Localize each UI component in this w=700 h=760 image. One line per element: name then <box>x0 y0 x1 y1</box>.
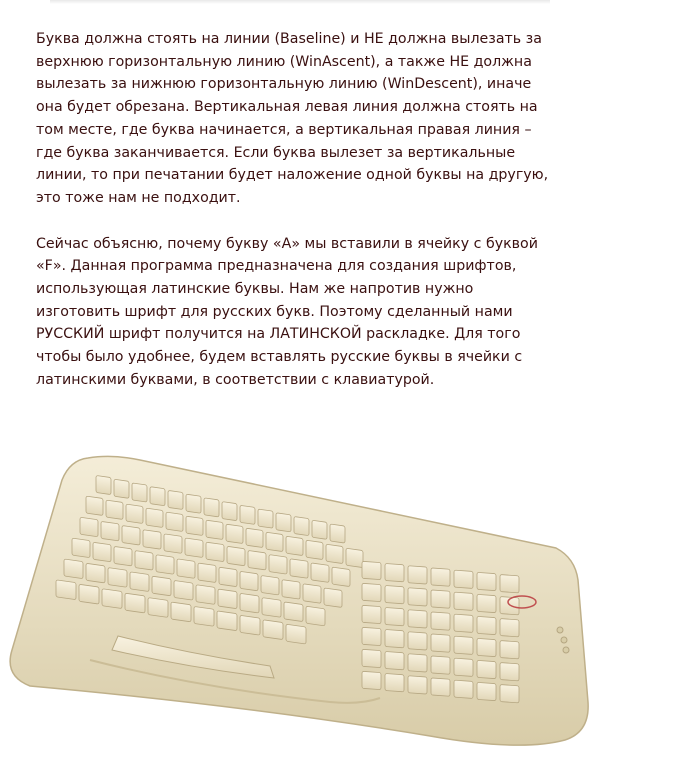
keyboard-key <box>303 584 321 604</box>
keyboard-key <box>408 566 427 584</box>
keyboard-key <box>286 536 303 555</box>
keyboard-key <box>454 592 473 610</box>
keyboard-key <box>262 598 281 618</box>
keyboard-key <box>408 632 427 650</box>
keyboard-key <box>79 584 99 604</box>
keyboard-key <box>431 590 450 608</box>
keyboard-key <box>206 520 223 539</box>
keyboard-key <box>222 502 237 521</box>
keyboard-key <box>106 500 123 519</box>
keyboard-key <box>362 671 381 689</box>
keyboard-key <box>132 483 147 502</box>
keyboard-key <box>286 624 306 644</box>
keyboard-key <box>454 658 473 676</box>
keyboard-key <box>168 490 183 509</box>
keyboard-key <box>385 586 404 604</box>
keyboard-key <box>477 594 496 612</box>
keyboard-key <box>477 638 496 656</box>
keyboard-key <box>219 567 237 587</box>
keyboard-key <box>385 652 404 670</box>
keyboard-key <box>500 663 519 681</box>
keyboard-key <box>362 605 381 623</box>
keyboard-key <box>93 542 111 562</box>
keyboard-key <box>500 641 519 659</box>
keyboard-key <box>246 528 263 547</box>
keyboard-key <box>290 559 308 579</box>
keyboard-key <box>346 548 363 567</box>
keyboard-key <box>146 508 163 527</box>
keyboard-illustration <box>0 440 700 760</box>
keyboard-key <box>306 606 325 626</box>
keyboard-key <box>385 608 404 626</box>
keyboard-key <box>122 526 140 546</box>
keyboard-key <box>101 521 119 541</box>
keyboard-key <box>166 512 183 531</box>
keyboard-key <box>174 580 193 600</box>
keyboard-key <box>204 498 219 517</box>
keyboard-key <box>261 575 279 595</box>
keyboard-key <box>294 517 309 536</box>
keyboard-key <box>108 568 127 588</box>
keyboard-key <box>186 516 203 535</box>
keyboard-key <box>477 682 496 700</box>
keyboard-key <box>284 602 303 622</box>
keyboard-key <box>152 576 171 596</box>
keyboard-key <box>408 588 427 606</box>
keyboard-key <box>240 571 258 591</box>
indicator-led <box>557 627 563 633</box>
keyboard-key <box>263 620 283 640</box>
keyboard-key <box>324 588 342 608</box>
keyboard-key <box>477 660 496 678</box>
keyboard-key <box>276 513 291 532</box>
keyboard-key <box>227 546 245 566</box>
keyboard-key <box>56 580 76 600</box>
keyboard-key <box>164 534 182 554</box>
keyboard-key <box>454 614 473 632</box>
keyboard-key <box>454 680 473 698</box>
keyboard-key <box>431 612 450 630</box>
keyboard-key <box>248 550 266 570</box>
keyboard-key <box>408 654 427 672</box>
keyboard-key <box>500 619 519 637</box>
keyboard-key <box>64 559 83 579</box>
keyboard-key <box>72 538 90 558</box>
keyboard-key <box>194 606 214 626</box>
keyboard-key <box>177 559 195 579</box>
keyboard-key <box>311 563 329 583</box>
top-divider <box>50 0 550 4</box>
keyboard-key <box>362 561 381 579</box>
keyboard-key <box>217 611 237 631</box>
article-text <box>36 28 556 415</box>
indicator-led <box>563 647 569 653</box>
keyboard-key <box>454 570 473 588</box>
keyboard-key <box>431 656 450 674</box>
keyboard-key <box>306 540 323 559</box>
keyboard-key <box>198 563 216 583</box>
keyboard-key <box>500 575 519 593</box>
keyboard-key <box>171 602 191 622</box>
keyboard-key <box>125 593 145 613</box>
keyboard-photo <box>0 440 700 760</box>
keyboard-key <box>477 572 496 590</box>
keyboard-key <box>206 542 224 562</box>
keyboard-key <box>218 589 237 609</box>
keyboard-key <box>240 505 255 524</box>
keyboard-key <box>408 610 427 628</box>
keyboard-key <box>80 517 98 537</box>
keyboard-key <box>431 678 450 696</box>
paragraph-1: Буква должна стоять на линии (Baseline) и НЕ должна вылезать за верхнюю горизонтальную линию (WinAscent), а также НЕ должна вылезать за нижнюю горизонтальную линию (WinDescent), иначе она будет обрезана. Вертикальная левая линия должна стоять на том месте, где буква начинается, а вертикальная правая линия – где буква заканчивается. Если буква вылезет за вертикальные линии, то при печатании будет наложение одной буквы на другую, это тоже нам не подходит. <box>36 31 549 206</box>
keyboard-key <box>96 475 111 494</box>
keyboard-key <box>500 685 519 703</box>
keyboard-key <box>86 563 105 583</box>
paragraph-2: Сейчас объясню, почему букву «А» мы вставили в ячейку с буквой «F». Данная программа предназначена для создания шрифтов, использующая латинские буквы. Нам же напротив нужно изготовить шрифт для русских букв. Поэтому сделанный нами РУССКИЙ шрифт получится на ЛАТИНСКОЙ раскладке. Для того чтобы было удобнее, будем вставлять русские буквы в ячейки с латинскими буквами, в соответствии с клавиатурой. <box>36 235 538 388</box>
keyboard-key <box>385 564 404 582</box>
keyboard-key <box>282 580 300 600</box>
keyboard-key <box>126 504 143 523</box>
keyboard-key <box>266 532 283 551</box>
keyboard-key <box>258 509 273 528</box>
keyboard-key <box>185 538 203 558</box>
keyboard-key <box>226 524 243 543</box>
keyboard-key <box>114 546 132 566</box>
keyboard-key <box>148 598 168 618</box>
keyboard-key <box>135 551 153 571</box>
keyboard-key <box>362 627 381 645</box>
keyboard-key <box>240 593 259 613</box>
keyboard-key <box>186 494 201 513</box>
keyboard-key <box>196 585 215 605</box>
keyboard-key <box>431 568 450 586</box>
keyboard-key <box>114 479 129 498</box>
keyboard-key <box>102 589 122 609</box>
keyboard-key <box>326 544 343 563</box>
keyboard-key <box>143 530 161 550</box>
keyboard-key <box>385 630 404 648</box>
keyboard-key <box>156 555 174 575</box>
keyboard-key <box>86 496 103 515</box>
keyboard-key <box>130 572 149 592</box>
keyboard-key <box>240 615 260 635</box>
keyboard-key <box>385 674 404 692</box>
keyboard-key <box>408 676 427 694</box>
keyboard-key <box>332 567 350 587</box>
keyboard-key <box>150 487 165 506</box>
keyboard-key <box>362 649 381 667</box>
keyboard-key <box>454 636 473 654</box>
keyboard-key <box>362 583 381 601</box>
keyboard-key <box>312 520 327 539</box>
indicator-led <box>561 637 567 643</box>
keyboard-key <box>269 555 287 575</box>
keyboard-key <box>330 524 345 543</box>
keyboard-key <box>431 634 450 652</box>
keyboard-key <box>477 616 496 634</box>
